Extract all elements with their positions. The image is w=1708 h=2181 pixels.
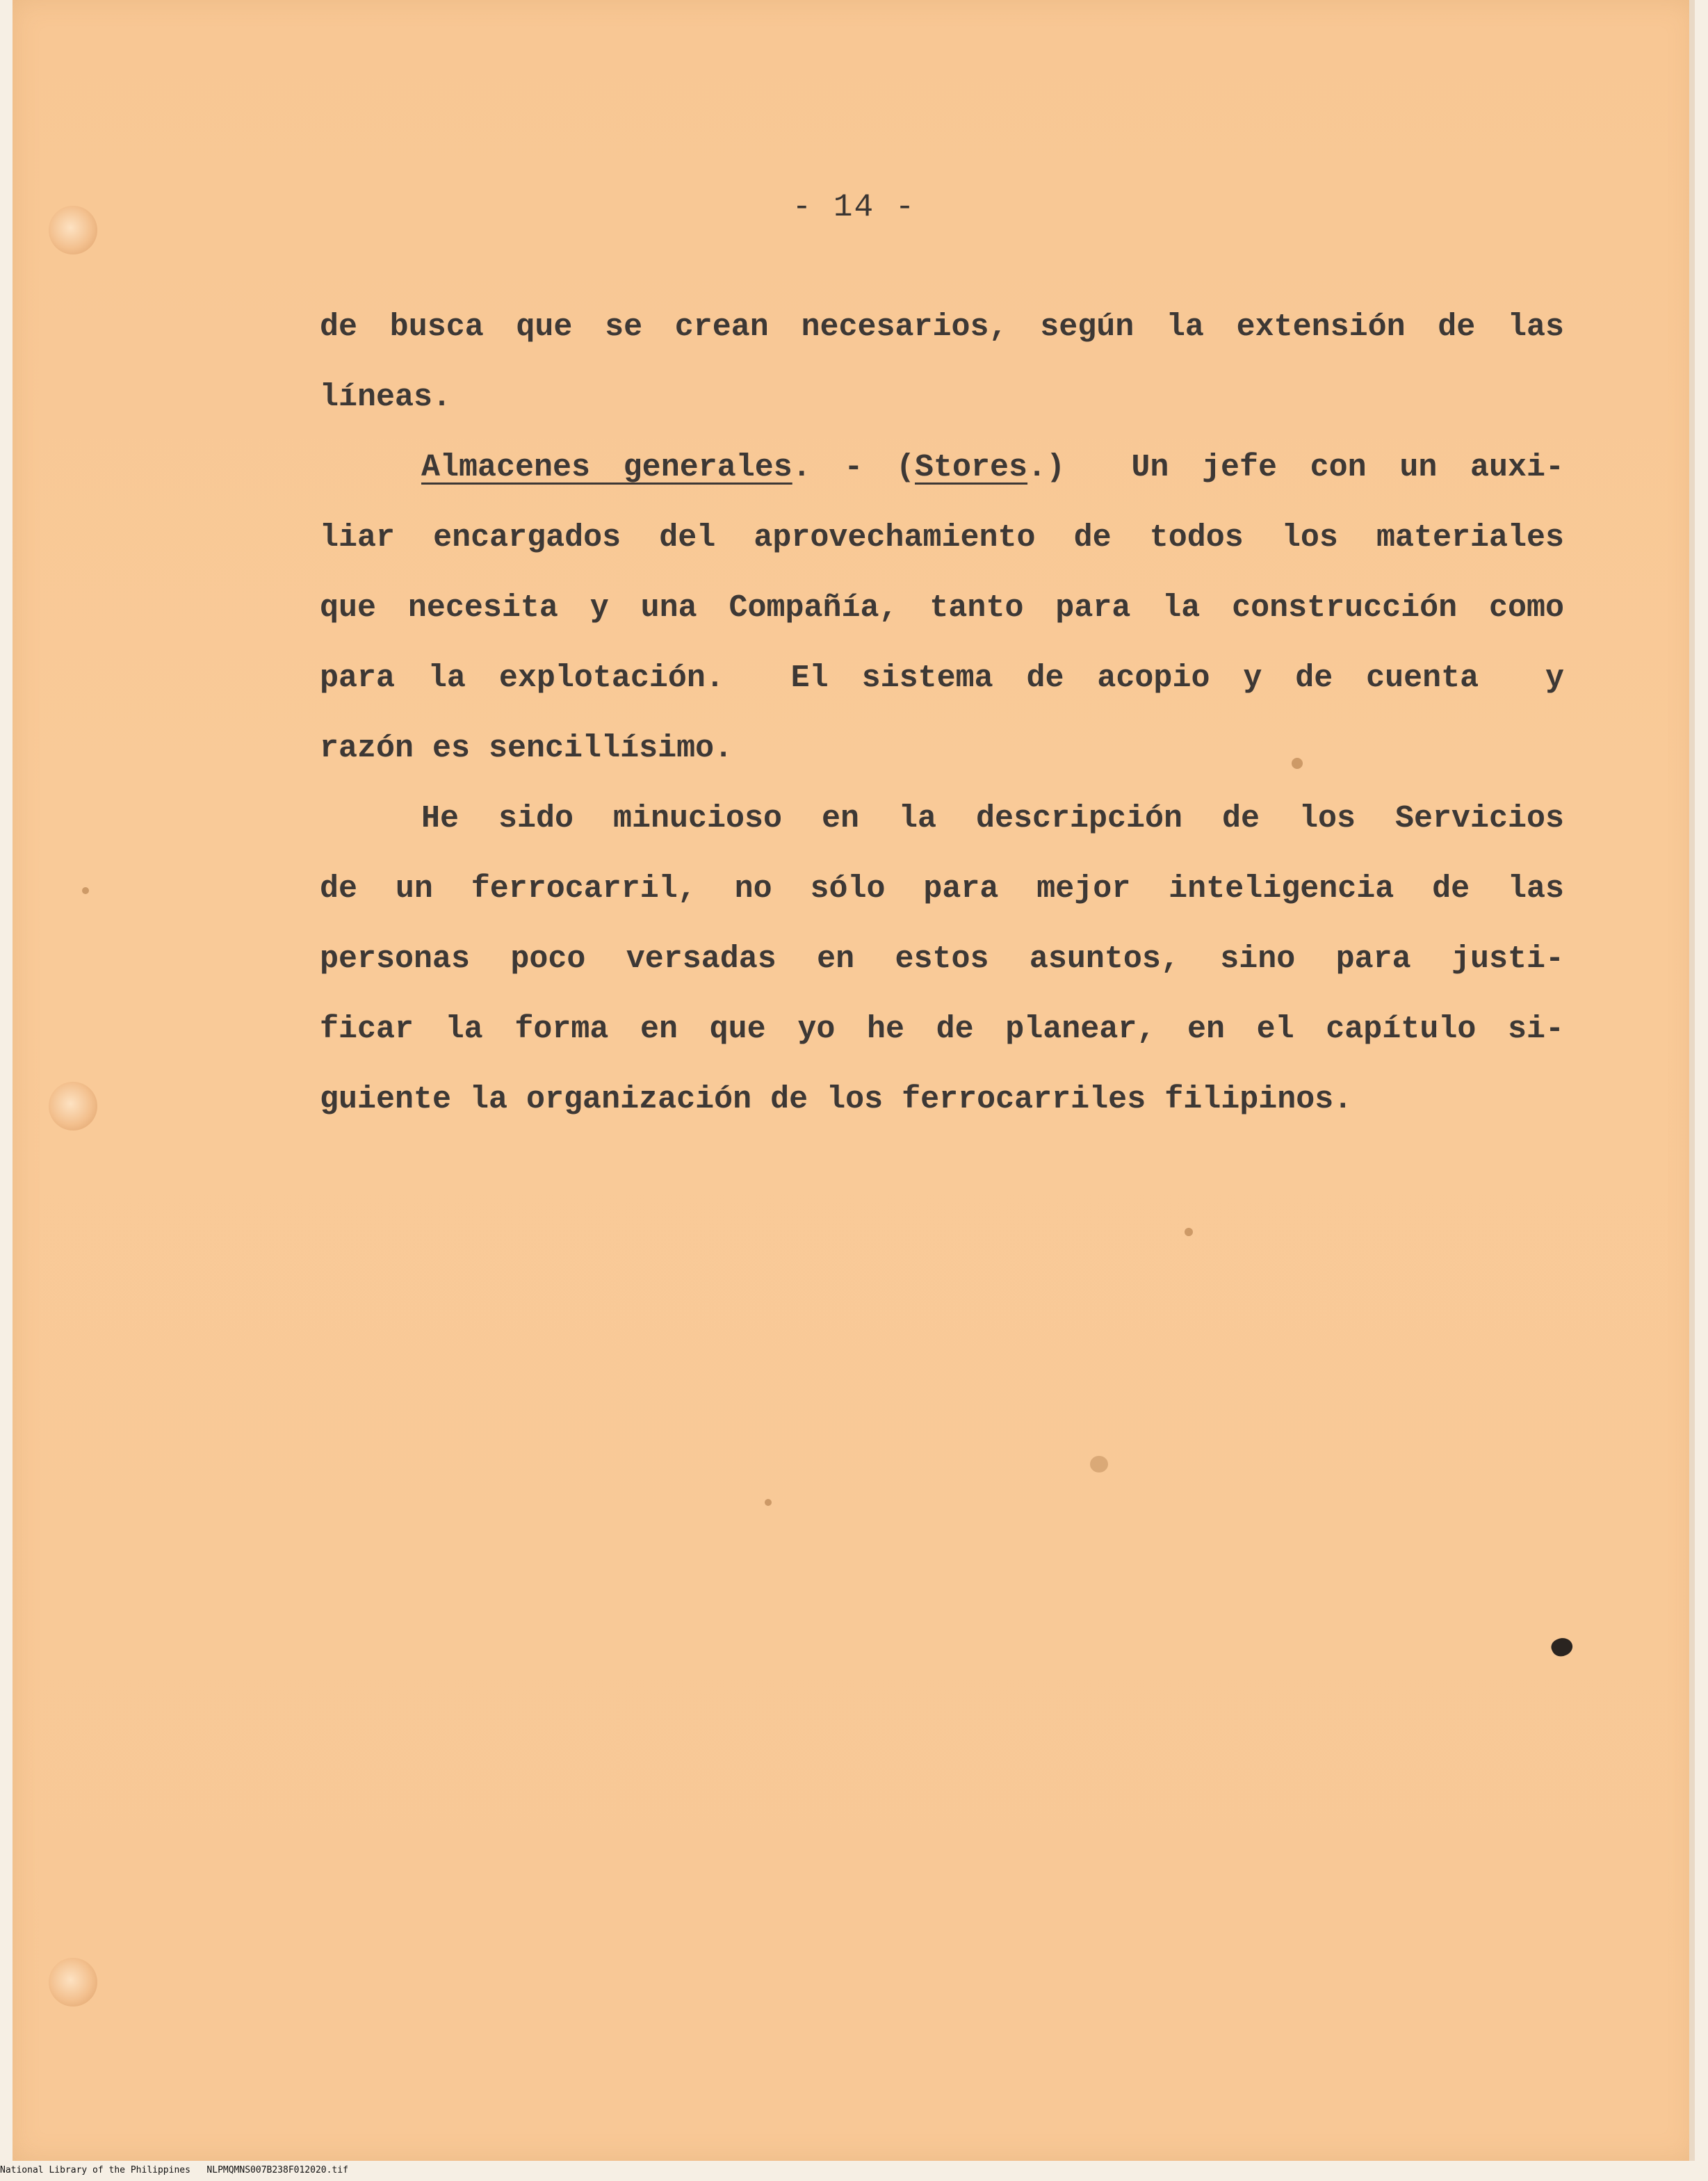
text-line: razón es sencillísimo. xyxy=(320,731,733,766)
text-line: líneas. xyxy=(320,380,452,415)
footer-source: National Library of the Philippines xyxy=(0,2165,190,2175)
section-heading-line xyxy=(320,432,1564,503)
footer-file: NLPMQMNS007B238F012020.tif xyxy=(206,2165,348,2175)
paper-edge xyxy=(1689,0,1695,2161)
text-line: ficar la forma en que yo he de planear, en el capítulo si- xyxy=(320,1012,1564,1047)
text-line: que necesita y una Compañía, tanto para la construcción como xyxy=(320,590,1564,626)
heading-separator: . - ( xyxy=(792,450,916,485)
text-line: de busca que se crean necesarios, según la extensión de las xyxy=(320,309,1564,345)
text-line: liar encargados del aprovechamiento de todos los materiales xyxy=(320,520,1564,556)
page-number: - 14 - xyxy=(792,189,916,225)
paper-stain xyxy=(1090,1456,1108,1473)
text-line: personas poco versadas en estos asuntos, sino para justi- xyxy=(320,941,1564,977)
punch-hole-middle xyxy=(49,1082,97,1130)
heading-stores: Stores xyxy=(915,450,1028,485)
punch-hole-bottom xyxy=(49,1958,97,2006)
body-text xyxy=(320,292,1564,1135)
heading-almacenes: Almacenes generales xyxy=(421,450,792,485)
text-line: He sido minucioso en la descripción de los Servicios xyxy=(421,801,1564,836)
heading-rest: .) Un jefe con un auxi- xyxy=(1027,450,1564,485)
text-line: para la explotación. El sistema de acopio y de cuenta y xyxy=(320,660,1564,696)
scan-footer xyxy=(0,2165,348,2175)
paper-stain xyxy=(765,1499,772,1506)
text-line: de un ferrocarril, no sólo para mejor inteligencia de las xyxy=(320,871,1564,907)
paper-stain xyxy=(1185,1228,1193,1236)
paper-stain xyxy=(82,887,89,894)
text-line: guiente la organización de los ferrocarriles filipinos. xyxy=(320,1082,1353,1117)
